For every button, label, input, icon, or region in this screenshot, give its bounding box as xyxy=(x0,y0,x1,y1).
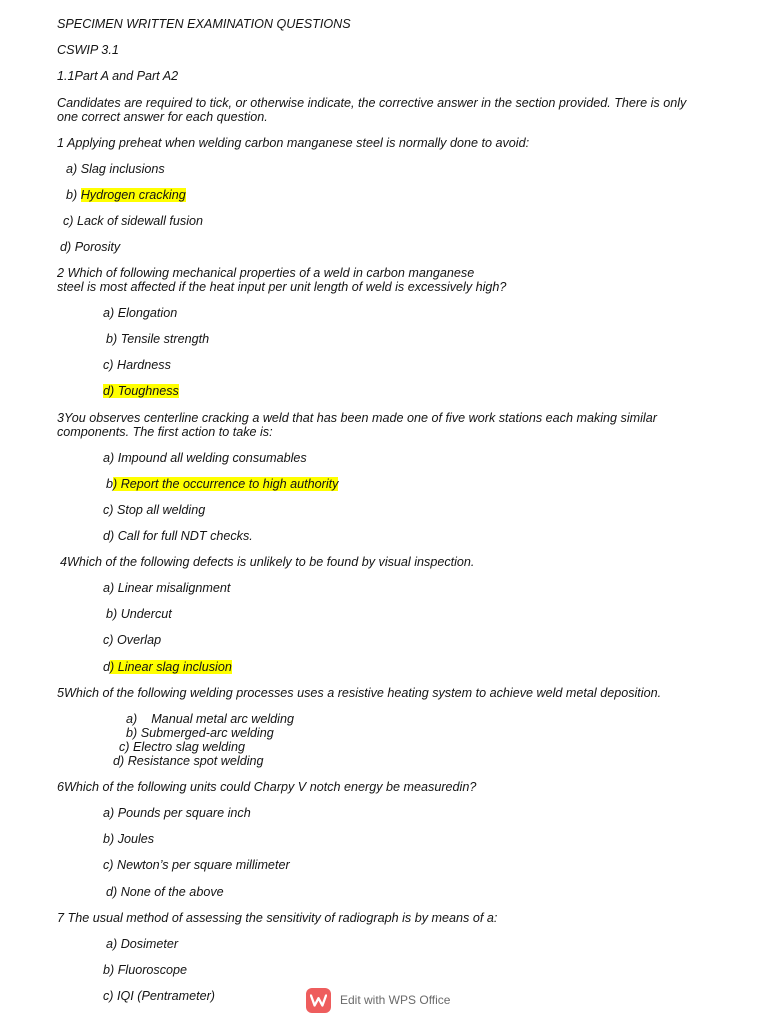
question-3-text: components. The first action to take is: xyxy=(57,425,273,439)
question-7-option-b: b) Fluoroscope xyxy=(103,963,187,977)
question-1-option-a: a) Slag inclusions xyxy=(66,162,165,176)
instructions-line: Candidates are required to tick, or otherwise indicate, the corrective answer in the section provided. There is only xyxy=(57,96,687,110)
wps-watermark-label: Edit with WPS Office xyxy=(340,993,451,1007)
question-3-option-a: a) Impound all welding consumables xyxy=(103,451,307,465)
question-7-option-c: c) IQI (Pentrameter) xyxy=(103,989,215,1003)
question-6-text: 6Which of the following units could Charpy V notch energy be measuredin? xyxy=(57,780,477,794)
question-1-option-b: b) Hydrogen cracking xyxy=(66,188,186,202)
question-2-option-a: a) Elongation xyxy=(103,306,178,320)
question-5-option-b: b) Submerged-arc welding xyxy=(126,726,274,740)
highlighted-answer: Hydrogen cracking xyxy=(80,188,186,202)
question-3-option-c: c) Stop all welding xyxy=(103,503,206,517)
question-1-text: 1 Applying preheat when welding carbon manganese steel is normally done to avoid: xyxy=(57,136,530,150)
question-2-text: 2 Which of following mechanical properties of a weld in carbon manganese xyxy=(57,266,475,280)
question-3-option-b: b) Report the occurrence to high authority xyxy=(106,477,339,491)
wps-logo-icon xyxy=(306,988,331,1013)
question-4-text: 4Which of the following defects is unlikely to be found by visual inspection. xyxy=(60,555,475,569)
question-6-option-a: a) Pounds per square inch xyxy=(103,806,251,820)
question-4-option-a: a) Linear misalignment xyxy=(103,581,231,595)
question-7-option-a: a) Dosimeter xyxy=(106,937,179,951)
question-6-option-c: c) Newton’s per square millimeter xyxy=(103,858,290,872)
question-7-text: 7 The usual method of assessing the sensitivity of radiograph is by means of a: xyxy=(57,911,498,925)
question-6-option-b: b) Joules xyxy=(103,832,155,846)
question-5-option-c: c) Electro slag welding xyxy=(119,740,245,754)
question-2-option-d xyxy=(103,384,179,398)
question-4-option-d: d) Linear slag inclusion xyxy=(103,660,232,674)
question-2-option-c: c) Hardness xyxy=(103,358,171,372)
question-1-option-c: c) Lack of sidewall fusion xyxy=(63,214,203,228)
document-title: SPECIMEN WRITTEN EXAMINATION QUESTIONS xyxy=(57,17,351,31)
question-6-option-d: d) None of the above xyxy=(106,885,224,899)
wps-watermark[interactable] xyxy=(306,987,450,1013)
document-part: 1.1Part A and Part A2 xyxy=(57,69,179,83)
highlighted-answer: d) Toughness xyxy=(103,384,179,398)
question-5-text: 5Which of the following welding processes uses a resistive heating system to achieve weld metal deposition. xyxy=(57,686,662,700)
highlighted-answer: ) Linear slag inclusion xyxy=(110,660,232,674)
question-1-option-d: d) Porosity xyxy=(60,240,121,254)
question-4-option-b: b) Undercut xyxy=(106,607,172,621)
question-5-option-a: a) Manual metal arc welding xyxy=(126,712,294,726)
document-subtitle: CSWIP 3.1 xyxy=(57,43,119,57)
highlighted-answer: ) Report the occurrence to high authority xyxy=(113,477,339,491)
question-2-text: steel is most affected if the heat input per unit length of weld is excessively high? xyxy=(57,280,507,294)
instructions-line: one correct answer for each question. xyxy=(57,110,268,124)
question-5-option-d: d) Resistance spot welding xyxy=(113,754,264,768)
question-4-option-c: c) Overlap xyxy=(103,633,162,647)
question-3-text: 3You observes centerline cracking a weld that has been made one of five work stations each making similar xyxy=(57,411,657,425)
question-3-option-d: d) Call for full NDT checks. xyxy=(103,529,253,543)
question-2-option-b: b) Tensile strength xyxy=(106,332,210,346)
